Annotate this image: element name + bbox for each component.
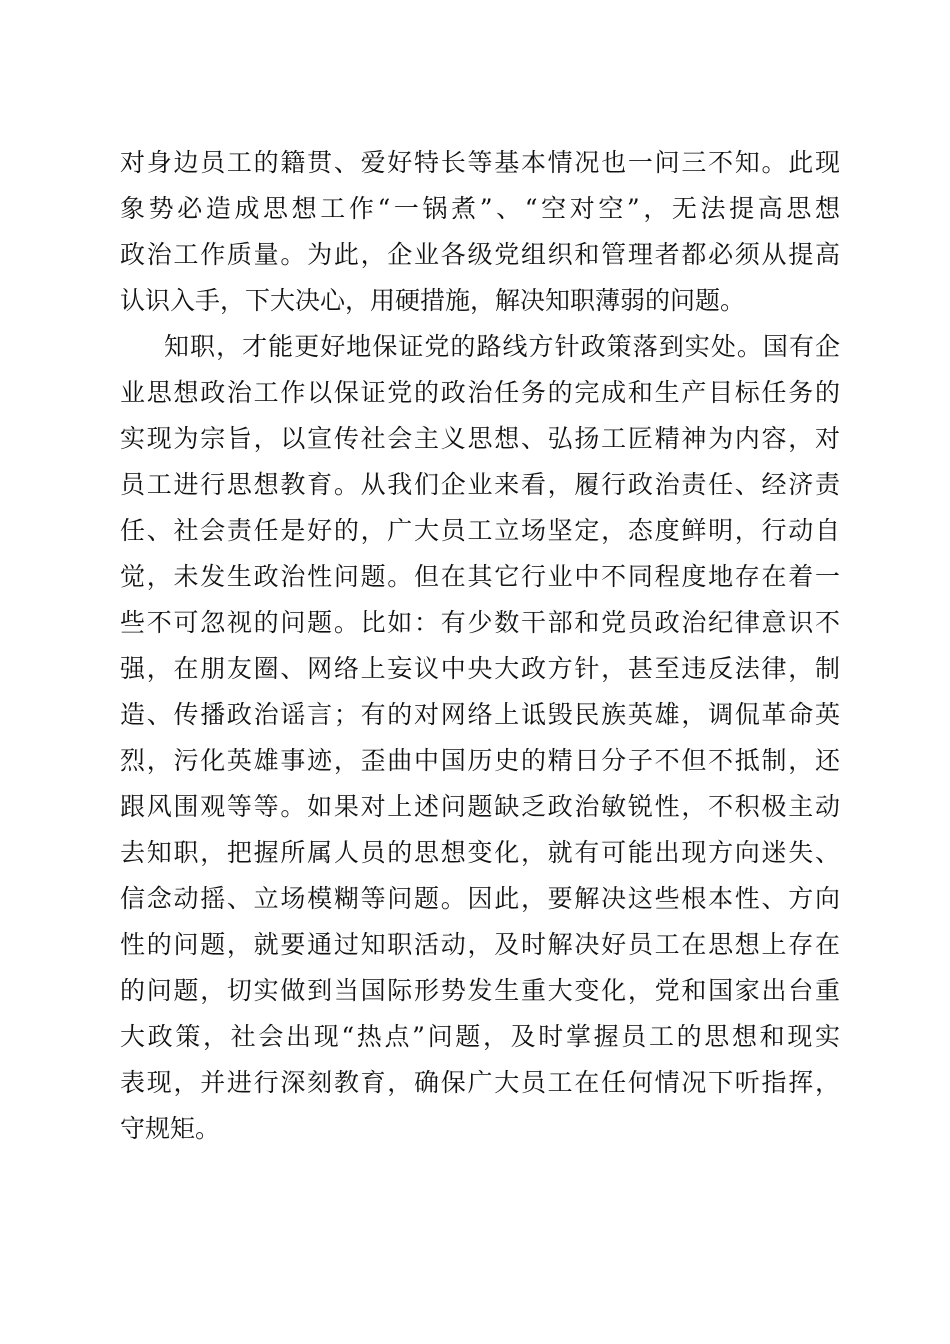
paragraph-line: 业思想政治工作以保证党的政治任务的完成和生产目标任务的 — [120, 378, 840, 407]
paragraph-line: 信念动摇、立场模糊等问题。因此，要解决这些根本性、方向 — [120, 884, 840, 913]
paragraph-2 — [120, 324, 840, 1152]
paragraph-line: 去知职，把握所属人员的思想变化，就有可能出现方向迷失、 — [120, 838, 840, 867]
paragraph-line: 员工进行思想教育。从我们企业来看，履行政治责任、经济责 — [120, 470, 840, 499]
paragraph-line: 些不可忽视的问题。比如：有少数干部和党员政治纪律意识不 — [120, 608, 840, 637]
paragraph-line: 任、社会责任是好的，广大员工立场坚定，态度鲜明，行动自 — [120, 516, 840, 545]
document-body — [120, 140, 840, 1152]
paragraph-line: 性的问题，就要通过知职活动，及时解决好员工在思想上存在 — [120, 930, 840, 959]
paragraph-line: 大政策，社会出现“热点”问题，及时掌握员工的思想和现实 — [120, 1022, 840, 1051]
paragraph-line: 烈，污化英雄事迹，歪曲中国历史的精日分子不但不抵制，还 — [120, 746, 840, 775]
paragraph-line: 强，在朋友圈、网络上妄议中央大政方针，甚至违反法律，制 — [120, 654, 840, 683]
paragraph-1 — [120, 140, 840, 324]
paragraph-line: 对身边员工的籍贯、爱好特长等基本情况也一问三不知。此现 — [120, 148, 840, 177]
paragraph-line: 的问题，切实做到当国际形势发生重大变化，党和国家出台重 — [120, 976, 840, 1005]
paragraph-line: 表现，并进行深刻教育，确保广大员工在任何情况下听指挥， — [120, 1068, 840, 1097]
paragraph-line: 政治工作质量。为此，企业各级党组织和管理者都必须从提高 — [120, 240, 840, 269]
paragraph-line: 认识入手，下大决心，用硬措施，解决知职薄弱的问题。 — [120, 286, 746, 315]
paragraph-line: 守规矩。 — [120, 1114, 221, 1143]
paragraph-line: 造、传播政治谣言；有的对网络上诋毁民族英雄，调侃革命英 — [120, 700, 840, 729]
paragraph-line: 实现为宗旨，以宣传社会主义思想、弘扬工匠精神为内容，对 — [120, 424, 840, 453]
paragraph-line: 象势必造成思想工作“一锅煮”、“空对空”，无法提高思想 — [120, 194, 840, 223]
paragraph-line: 跟风围观等等。如果对上述问题缺乏政治敏锐性，不积极主动 — [120, 792, 840, 821]
paragraph-line: 知职，才能更好地保证党的路线方针政策落到实处。国有企 — [164, 332, 840, 361]
paragraph-line: 觉，未发生政治性问题。但在其它行业中不同程度地存在着一 — [120, 562, 840, 591]
